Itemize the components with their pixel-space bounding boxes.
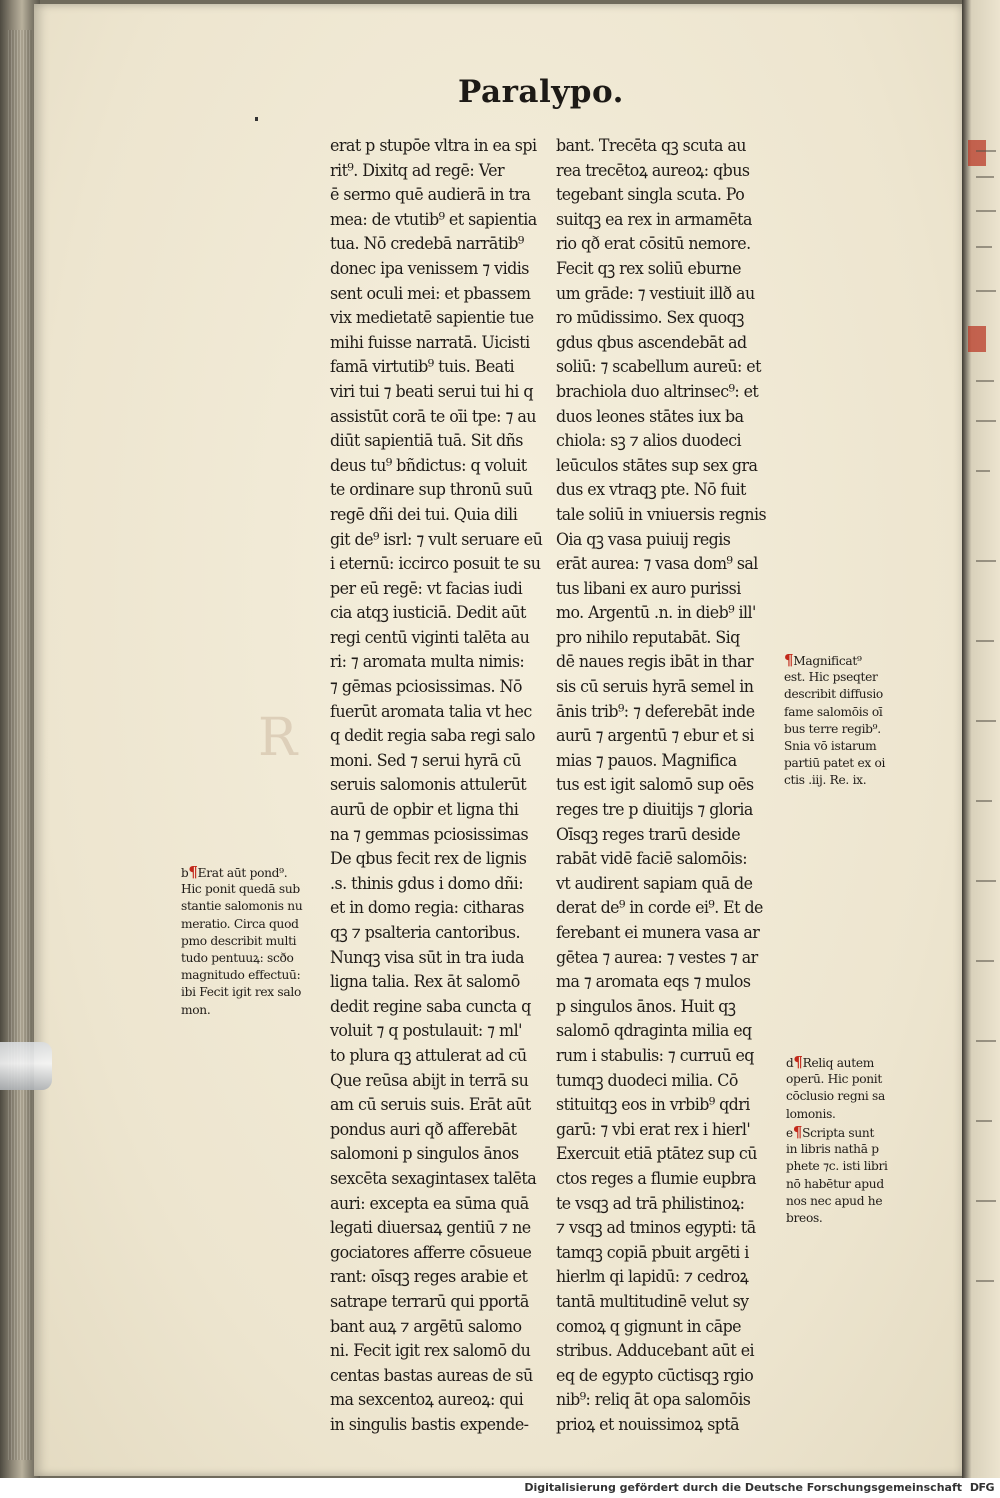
text-line: Fecit qꝫ rex soliū eburne (556, 258, 741, 279)
text-line: in singulis bastis expende- (330, 1414, 529, 1435)
gloss-text: ibi Fecit igit rex salo (181, 985, 301, 1000)
text-line: suitqꝫ ea rex in armamēta (556, 209, 752, 230)
marginal-gloss-e (786, 1124, 888, 1227)
text-line: q dedit regia saba regi salo (330, 726, 535, 747)
text-line: sis cū seruis hyrā semel in (556, 677, 754, 698)
gloss-text: tudo pentuuꝝ: scðo (181, 950, 294, 965)
gloss-line (786, 1210, 888, 1227)
gloss-text: Snia vō istarum (784, 738, 877, 753)
text-line: Oia qꝫ vasa puiuij regis (556, 529, 731, 550)
text-line: tus libani ex auro purissi (556, 578, 741, 599)
facing-page-text-line (976, 150, 996, 152)
text-line: Exercuit etiā ptātez sup cū (556, 1144, 757, 1165)
text-line: pro nihilo reputabāt. Siq (556, 627, 740, 648)
text-line: gdus qbus ascendebāt ad (556, 332, 747, 353)
gloss-text: breos. (786, 1210, 823, 1225)
facing-page-text-line (976, 1040, 996, 1042)
gloss-line (784, 686, 885, 703)
gloss-marker: e (786, 1126, 793, 1140)
facing-page-text-line (976, 1280, 994, 1282)
text-line: centas bastas aureas de sū (330, 1365, 533, 1386)
text-line: rabāt vidē faciē salomōis: (556, 849, 747, 870)
text-line: te ordinare sup thronū suū (330, 480, 533, 501)
gloss-text: operū. Hic ponit (786, 1072, 882, 1087)
text-line: pondus auri qð afferebāt (330, 1119, 517, 1140)
text-line: te vsqꝫ ad trā philistinoꝝ: (556, 1193, 745, 1214)
text-line: vt audirent sapiam quā de (556, 873, 753, 894)
gloss-text: describit diffusio (784, 687, 883, 702)
text-line: duos leones stātes iux ba (556, 406, 744, 427)
text-line: dē naues regis ibāt in thar (556, 652, 754, 673)
facing-page-text-line (976, 420, 996, 422)
text-line: to plura qꝫ attulerat ad cū (330, 1045, 527, 1066)
text-line: ⁊ vsqꝫ ad tminos egypti: tā (556, 1218, 756, 1239)
gloss-text: magnitudo effectuū: (181, 968, 301, 983)
text-line: eq de egypto cūctisqꝫ rgio (556, 1365, 754, 1386)
text-line: et in domo regia: citharas (330, 898, 524, 919)
gloss-text: est. Hic pseqter (784, 670, 878, 685)
gloss-line (786, 1054, 885, 1071)
marginal-gloss-b (181, 864, 302, 1019)
gloss-text: Magnificat⁹ (793, 654, 862, 668)
gloss-text: mon. (181, 1002, 211, 1017)
text-line: assistūt corā te oīi tpe: ⁊ au (330, 406, 536, 427)
text-line: gociatores afferre cōsueue (330, 1242, 532, 1263)
running-title: Paralypo. (458, 74, 624, 110)
text-line: donec ipa venissem ⁊ vidis (330, 258, 529, 279)
facing-page-text-line (976, 210, 996, 212)
text-line: ma ⁊ aromata eqs ⁊ mulos (556, 972, 751, 993)
gloss-text: Hic ponit quedā sub (181, 882, 300, 897)
footer-bar (0, 1478, 1000, 1498)
facing-page-rubric (968, 326, 986, 352)
text-line: gētea ⁊ aurea: ⁊ vestes ⁊ ar (556, 947, 758, 968)
main-text-column-right (556, 134, 766, 1437)
facing-page-text-line (976, 380, 994, 382)
pilcrow-icon: ¶ (784, 651, 794, 669)
gloss-line (784, 738, 885, 755)
gloss-line (181, 950, 302, 967)
facing-page-text-line (976, 176, 994, 178)
gloss-line (786, 1158, 888, 1175)
text-line: famā virtutib⁹ tuis. Beati (330, 357, 515, 378)
text-line: tus est igit salomō sup oēs (556, 775, 754, 796)
gloss-line (181, 1002, 302, 1019)
text-line: aurū ⁊ argentū ⁊ ebur et si (556, 726, 754, 747)
text-line: mihi fuisse narratā. Uicisti (330, 332, 530, 353)
text-line: seruis salomonis attulerūt (330, 775, 527, 796)
text-line: Nunqꝫ visa sūt in tra iuda (330, 947, 524, 968)
gloss-text: nos nec apud he (786, 1193, 883, 1208)
text-line: ānis trib⁹: ⁊ deferebāt inde (556, 701, 755, 722)
text-line: mias ⁊ pauos. Magnifica (556, 750, 737, 771)
text-line: Oīsqꝫ reges trarū deside (556, 824, 741, 845)
text-line: per eū regē: vt facias iudi (330, 578, 523, 599)
page-clip (0, 1042, 52, 1090)
facing-page-text-line (976, 560, 996, 562)
text-line: tumqꝫ duodeci milia. Cō (556, 1070, 738, 1091)
gloss-line (181, 967, 302, 984)
facing-page-text-line (976, 800, 992, 802)
marginal-gloss-d (786, 1054, 885, 1123)
gloss-text: bus terre regib⁹. (784, 721, 881, 736)
text-line: .s. thinis gdus i domo dñi: (330, 873, 524, 894)
text-line: stituitqꝫ eos in vrbib⁹ qdri (556, 1095, 750, 1116)
text-line: derat de⁹ in corde ei⁹. Et de (556, 898, 763, 919)
text-line: cia atqꝫ iusticiā. Dedit aūt (330, 603, 526, 624)
text-line: bant. Trecēta qꝫ scuta au (556, 136, 746, 156)
show-through-initial: R (258, 708, 298, 768)
facing-page-text-line (976, 640, 994, 642)
text-line: satrape terrarū qui pportā (330, 1291, 529, 1312)
text-line: voluit ⁊ q postulauit: ⁊ ml' (330, 1021, 522, 1042)
gloss-line (786, 1124, 888, 1141)
gloss-text: fame salomōis oī (784, 704, 883, 719)
text-line: ni. Fecit igit rex salomō du (330, 1341, 531, 1362)
text-line: am cū seruis suis. Erāt aūt (330, 1095, 531, 1116)
text-line: stribus. Adducebant aūt ei (556, 1341, 755, 1362)
gloss-line (786, 1071, 885, 1088)
text-line: salomō qdraginta milia eq (556, 1021, 752, 1042)
funding-credit: Digitalisierung gefördert durch die Deutsche Forschungsgemeinschaft (524, 1481, 962, 1494)
text-line: aurū de opbir et ligna thi (330, 800, 519, 821)
marginal-gloss-magnificat (784, 652, 885, 790)
dfg-logo: DFG (969, 1481, 994, 1494)
gloss-line (784, 652, 885, 669)
gloss-line (786, 1141, 888, 1158)
page-stack-lines (8, 30, 32, 1460)
gloss-text: partiū patet ex oi (784, 756, 886, 771)
ink-speck (255, 117, 258, 121)
gloss-text: meratio. Circa quod (181, 916, 299, 931)
text-line: ferebant ei munera vasa ar (556, 923, 760, 943)
text-line: na ⁊ gemmas pciosissimas (330, 824, 529, 845)
text-line: soliū: ⁊ scabellum aureū: et (556, 357, 761, 378)
text-line: mea: de vtutib⁹ et sapientia (330, 209, 537, 230)
gloss-line (786, 1088, 885, 1105)
text-line: qꝫ ⁊ psalteria cantoribus. (330, 923, 521, 943)
gloss-text: Scripta sunt (802, 1126, 875, 1140)
text-line: ligna talia. Rex āt salomō (330, 972, 520, 993)
text-line: tamqꝫ copiā pbuit argēti i (556, 1242, 749, 1263)
gloss-line (786, 1176, 888, 1193)
gloss-line (181, 916, 302, 933)
pilcrow-icon: ¶ (793, 1053, 803, 1071)
pilcrow-icon: ¶ (188, 863, 198, 881)
text-line: rea trecētoꝝ aureoꝝ: qbus (556, 160, 750, 181)
text-line: diūt sapientiā tuā. Sit dñs (330, 431, 523, 452)
text-line: rant: oīsqꝫ reges arabie et (330, 1267, 528, 1288)
text-line: tegebant singla scuta. Po (556, 185, 745, 206)
text-line: chiola: sꝫ ⁊ alios duodeci (556, 431, 742, 452)
gloss-text: lomonis. (786, 1106, 836, 1121)
facing-page-text-line (976, 470, 990, 472)
text-line: Que reūsa abijt in terrā su (330, 1070, 529, 1091)
text-line: nib⁹: reliq āt opa salomōis (556, 1390, 751, 1411)
text-line: salomoni p singulos ānos (330, 1144, 519, 1165)
gloss-marker: b (181, 866, 189, 880)
text-line: dedit regine saba cuncta q (330, 996, 531, 1017)
gloss-marker: d (786, 1056, 794, 1070)
text-line: ē sermo quē audierā in tra (330, 185, 531, 206)
text-line: moni. Sed ⁊ serui hyrā cū (330, 750, 521, 771)
facing-page-text-line (976, 960, 994, 962)
text-line: um grāde: ⁊ vestiuit illð au (556, 283, 755, 304)
gloss-line (784, 755, 885, 772)
text-line: brachiola duo altrinsec⁹: et (556, 381, 759, 402)
gloss-line (181, 881, 302, 898)
text-line: sexcēta sexagintasex talēta (330, 1168, 537, 1189)
text-line: legati diuersaꝝ gentiū ⁊ ne (330, 1218, 531, 1239)
gloss-text: pmo describit multi (181, 933, 297, 948)
text-line: rum i stabulis: ⁊ curruū eq (556, 1045, 754, 1066)
text-line: viri tui ⁊ beati serui tui hi q (330, 381, 533, 402)
gloss-line (784, 772, 885, 789)
gloss-line (181, 864, 302, 881)
text-line: sent oculi mei: et pbassem (330, 283, 531, 304)
gloss-line (784, 704, 885, 721)
gloss-line (784, 669, 885, 686)
text-line: rio qð erat cōsitū nemore. (556, 234, 751, 255)
gloss-line (181, 984, 302, 1001)
text-line: garū: ⁊ vbi erat rex i hierl' (556, 1119, 751, 1140)
gloss-text: ctis .iij. Re. ix. (784, 773, 867, 788)
text-line: reges tre p diuitijs ⁊ gloria (556, 800, 753, 821)
facing-page-text-line (976, 1200, 996, 1202)
facing-page-text-line (976, 720, 996, 722)
gloss-line (181, 898, 302, 915)
gloss-text: phete ⁊c. isti libri (786, 1159, 888, 1174)
main-text-column-left (330, 134, 542, 1437)
text-line: rit⁹. Dixitq ad regē: Ver (330, 160, 505, 181)
text-line: leūculos stātes sup sex gra (556, 455, 758, 476)
text-line: auri: excepta ea sūma quā (330, 1193, 529, 1214)
facing-page-text-line (976, 246, 992, 248)
gloss-text: Erat aūt pond⁹. (197, 866, 288, 880)
text-line: dus ex vtraqꝫ pte. Nō fuit (556, 480, 746, 501)
facing-page-text-line (976, 290, 996, 292)
gloss-line (786, 1106, 885, 1123)
gloss-text: cōclusio regni sa (786, 1089, 885, 1104)
text-line: ri: ⁊ aromata multa nimis: (330, 652, 525, 673)
gloss-text: in libris nathā p (786, 1142, 879, 1157)
facing-page-text-line (976, 880, 996, 882)
text-line: prioꝝ et nouissimoꝝ sptā (556, 1414, 740, 1435)
pilcrow-icon: ¶ (792, 1123, 803, 1141)
text-line: ma sexcentoꝝ aureoꝝ: qui (330, 1390, 524, 1411)
gloss-text: stantie salomonis nu (181, 899, 303, 914)
text-line: regi centū viginti talēta au (330, 627, 530, 648)
text-line: tale soliū in vniuersis regnis (556, 504, 767, 525)
facing-page-edge (962, 0, 1000, 1478)
text-line: p singulos ānos. Huit qꝫ (556, 996, 736, 1017)
facing-page-rubric (968, 140, 986, 166)
text-line: mo. Argentū .n. in dieb⁹ ill' (556, 603, 756, 624)
gloss-line (784, 721, 885, 738)
text-line: tantā multitudinē velut sy (556, 1291, 749, 1312)
gloss-line (181, 933, 302, 950)
text-line: vix medietatē sapientie tue (330, 308, 534, 329)
facing-page-text-line (976, 1120, 992, 1122)
text-line: De qbus fecit rex de lignis (330, 849, 527, 870)
text-line: hierlm qi lapidū: ⁊ cedroꝝ (556, 1267, 749, 1288)
text-line: comoꝝ q gignunt in cāpe (556, 1316, 741, 1337)
text-line: erat p stupōe vltra in ea spi (330, 136, 537, 156)
text-line: tua. Nō credebā narrātib⁹ (330, 234, 524, 255)
text-line: git de⁹ isrl: ⁊ vult seruare eū (330, 529, 543, 550)
text-line: erāt aurea: ⁊ vasa dom⁹ sal (556, 554, 758, 575)
text-line: i eternū: iccirco posuit te su (330, 554, 541, 575)
text-line: ⁊ gēmas pciosissimas. Nō (330, 677, 522, 698)
text-line: bant auꝝ ⁊ argētū salomo (330, 1316, 522, 1337)
text-line: ctos reges a flumie eupbra (556, 1168, 757, 1189)
gloss-text: Reliq autem (802, 1056, 874, 1070)
text-line: deus tu⁹ bñdictus: q voluit (330, 455, 527, 476)
gloss-text: nō habētur apud (786, 1176, 884, 1191)
text-line: fuerūt aromata talia vt hec (330, 701, 532, 722)
text-line: regē dñi dei tui. Quia dili (330, 504, 518, 525)
gloss-line (786, 1193, 888, 1210)
text-line: ro mūdissimo. Sex quoqꝫ (556, 308, 744, 329)
